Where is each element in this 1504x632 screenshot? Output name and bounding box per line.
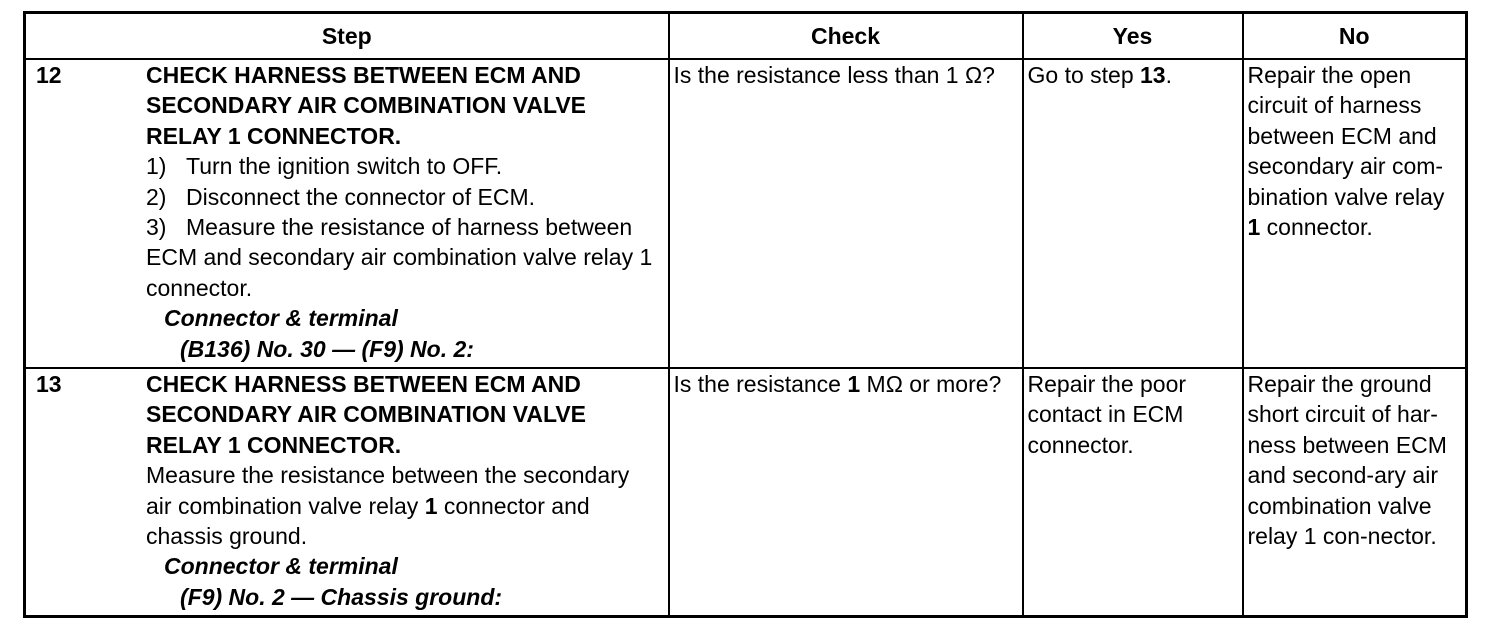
substep-number: 1): [146, 153, 167, 180]
check-bold-num: 1: [847, 371, 861, 397]
connector-terminal: (F9) No. 2 — Chassis ground:: [180, 583, 503, 610]
no-text-2: connector.: [1260, 214, 1373, 241]
yes-prefix: Go to step: [1027, 62, 1141, 88]
description-post: connector and chassis ground.: [146, 492, 590, 550]
no-text-1: Repair the open circuit of harness between ECM and secondary air com-bination valve relay: [1247, 62, 1445, 210]
header-row: [25, 13, 1467, 60]
yes-step-ref: 13: [1140, 62, 1166, 88]
check-cell: [669, 368, 1023, 616]
substep-text: Turn the ignition switch to OFF.: [186, 153, 503, 180]
no-bold-num: 1: [1247, 214, 1261, 241]
no-cell: [1243, 59, 1467, 368]
step-cell: [25, 59, 669, 368]
yes-cell: [1023, 59, 1243, 368]
step-body: [146, 60, 664, 364]
header-step: Step: [25, 13, 669, 60]
step-cell: [25, 368, 669, 616]
table-row: [25, 59, 1467, 368]
step-number: 13: [36, 371, 62, 397]
connector-label: Connector & terminal: [164, 553, 398, 580]
yes-suffix: .: [1165, 62, 1172, 88]
diagnostic-table: [23, 11, 1468, 618]
header-yes: Yes: [1023, 13, 1243, 60]
no-cell: Repair the ground short circuit of har-ness between ECM and second-ary air combination valve relay 1 con-nector.: [1243, 368, 1467, 616]
substep-text: Measure the resistance of harness between ECM and secondary air combination valve relay 1 connector.: [146, 214, 653, 301]
yes-cell: Repair the poor contact in ECM connector.: [1023, 368, 1243, 616]
connector-label: Connector & terminal: [164, 305, 398, 332]
description-bold-num: 1: [424, 492, 438, 519]
table-row: [25, 368, 1467, 616]
header-check: Check: [669, 13, 1023, 60]
step-body: [146, 369, 664, 612]
substep-text: Disconnect the connector of ECM.: [186, 183, 535, 210]
connector-terminal: (B136) No. 30 — (F9) No. 2:: [180, 335, 474, 362]
check-cell: Is the resistance less than 1 Ω?: [669, 59, 1023, 368]
substep: [146, 212, 658, 303]
substep-number: 3): [146, 214, 167, 241]
step-number: 12: [36, 62, 62, 88]
check-post: MΩ or more?: [860, 371, 1002, 397]
substep-number: 2): [146, 183, 167, 210]
check-pre: Is the resistance: [673, 371, 848, 397]
step-title: CHECK HARNESS BETWEEN ECM AND SECONDARY AIR COMBINATION VALVE RELAY 1 CONNECTOR.: [146, 371, 586, 458]
step-description: [146, 460, 658, 551]
substep: [146, 182, 658, 212]
header-no: No: [1243, 13, 1467, 60]
step-title: CHECK HARNESS BETWEEN ECM AND SECONDARY AIR COMBINATION VALVE RELAY 1 CONNECTOR.: [146, 62, 586, 149]
substep: [146, 151, 658, 181]
description-pre: Measure the resistance between the secondary air combination valve relay: [146, 462, 630, 519]
